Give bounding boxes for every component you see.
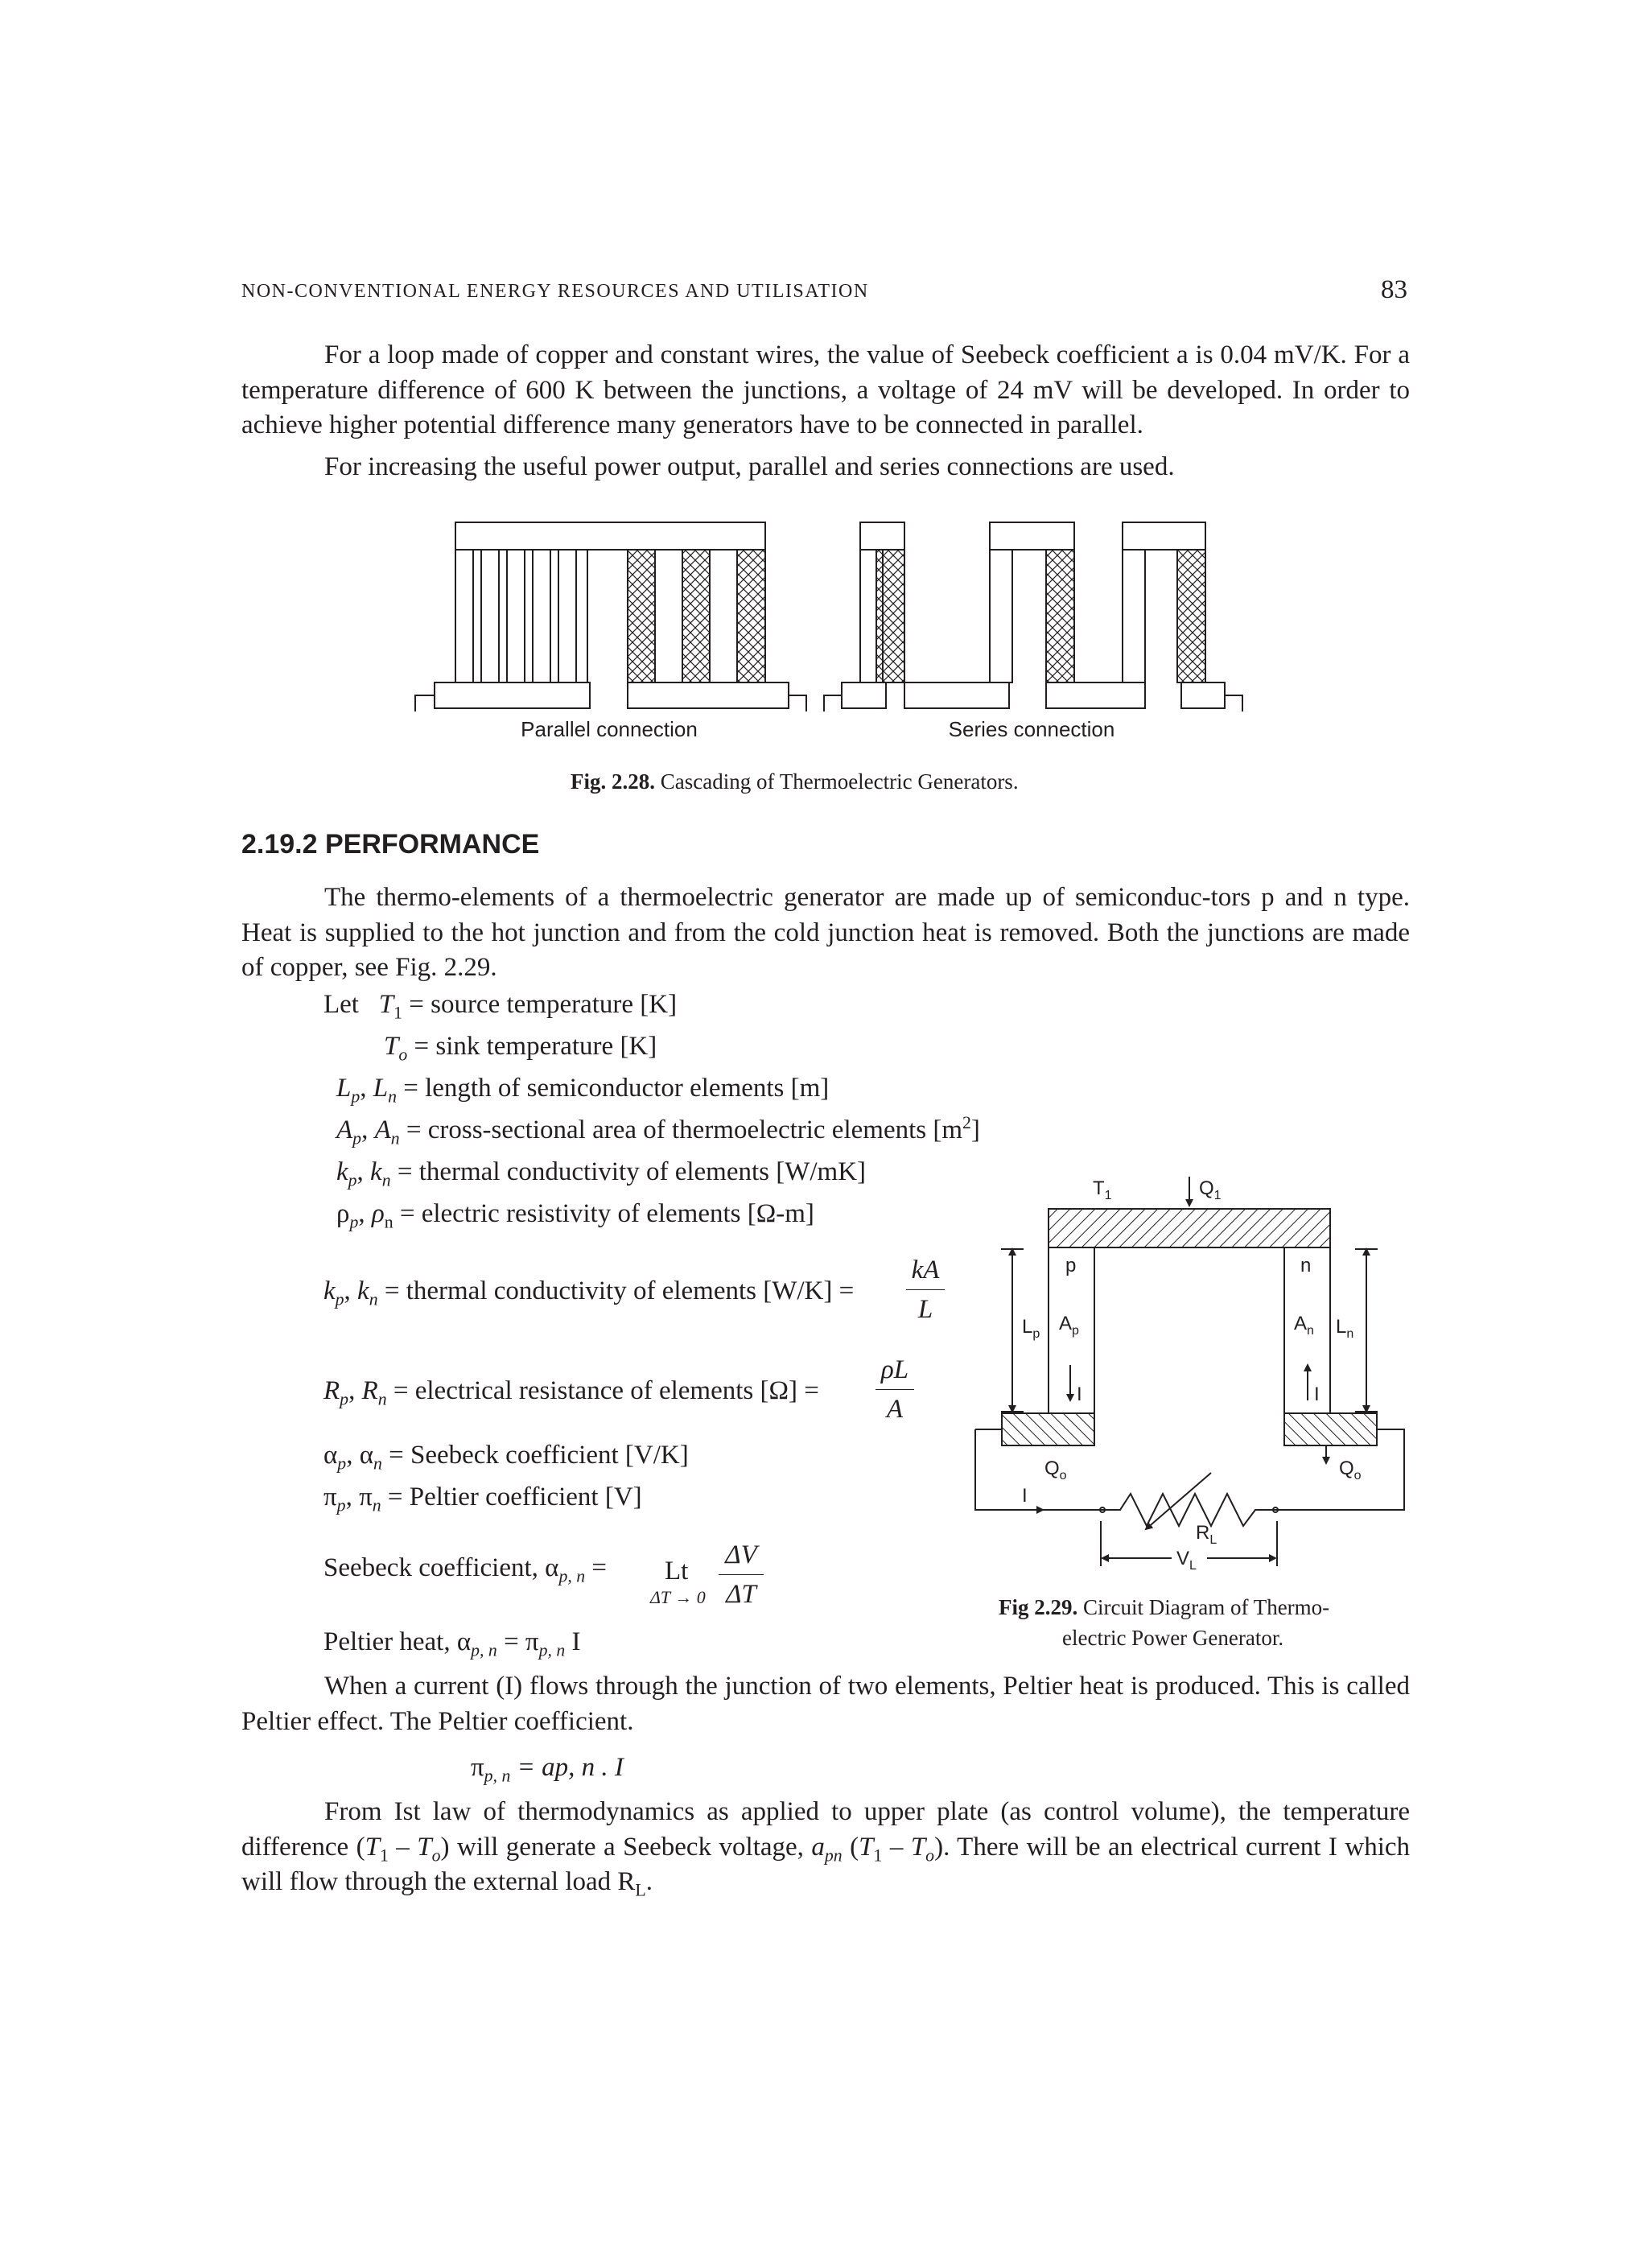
label-i-n: I: [1314, 1383, 1320, 1405]
def-thermal-k: $k_p$, $k_n$ = thermal conductivity of elements [W/mK]: [336, 1157, 867, 1190]
def-t1-text: = source temperature [K]: [409, 990, 678, 1019]
label-vl: $V_L$: [1176, 1548, 1197, 1573]
def-resistivity: $\rho_p$, $\rho_n$ = electric resistivity of elements [Ω-m]: [336, 1199, 814, 1232]
def-length: $L_p$, $L_n$ = length of semiconductor elements [m]: [336, 1074, 830, 1107]
label-i-circuit: I: [1022, 1485, 1028, 1507]
cold-junction-plate-left: [1002, 1413, 1094, 1445]
peltier-equation: $\pi_{p, n}$ = ap, n . I: [471, 1753, 624, 1786]
cold-junction-plate-right: [1284, 1413, 1377, 1445]
def-to: $T_o = \sin k$ temperature [K]: [384, 1032, 657, 1065]
limit-lt: Lt: [665, 1557, 689, 1586]
peltier-heat: Peltier heat, $\alpha_{p, n} = \pi_{p, n}$ I: [323, 1627, 581, 1660]
fraction-dv-over-dt: ΔV ΔT: [719, 1539, 764, 1610]
figure-2-28-caption-text: Cascading of Thermoelectric Generators.: [660, 769, 1019, 794]
def-seebeck-coefficient: $\alpha_p$, $\alpha_n$ = Seebeck coefficient [V/K]: [323, 1441, 689, 1474]
figure-2-28-number: Fig. 2.28.: [571, 769, 655, 794]
running-title: NON-CONVENTIONAL ENERGY RESOURCES AND UTILISATION: [241, 281, 869, 302]
label-qo-left: $Q_o$: [1044, 1458, 1067, 1482]
fraction-rhol-over-a: ρL A: [876, 1354, 914, 1425]
figure-2-29-caption-line-1: Fig 2.29. Circuit Diagram of Thermo-: [999, 1595, 1330, 1619]
def-resistance: $R_p$, $R_n$ = electrical resistance of elements [Ω] =: [323, 1376, 819, 1409]
closing-paragraph-1: When a current (I) flows through the junction of two elements, Peltier heat is produced. This is called Peltier effect. The Peltier coefficient.: [241, 1672, 1410, 1736]
page-number: 83: [1381, 275, 1407, 304]
intro-paragraph-1: For a loop made of copper and constant wires, the value of Seebeck coefficient a is 0.04 mV/K. For a temperature difference of 600 K between the junctions, a voltage of 24 mV will be developed. In order to achieve higher potential difference many generators have to be connected in parallel.: [241, 340, 1410, 440]
fraction-ka-over-l: kA L: [906, 1254, 945, 1326]
def-area: $A_p$, $A_n$ = cross-sectional area of thermoelectric elements $[m^2]$: [336, 1113, 980, 1148]
parallel-connection-label: Parallel connection: [521, 717, 698, 741]
label-ln: $L_n$: [1336, 1316, 1354, 1341]
closing-paragraph-2: From Ist law of thermodynamics as applied to upper plate (as control volume), the temperature difference $(T_1 - T_o)$ will generate a Seebeck voltage, $a_{pn}$ $(T_1 - T_o)$. There will be an electrical current I which will flow through the external load $R_L$.: [241, 1797, 1411, 1900]
figure-2-29-caption-line-2: electric Power Generator.: [1062, 1626, 1284, 1650]
seebeck-formula: Seebeck coefficient, $\alpha_{p, n}$ =: [323, 1553, 607, 1586]
def-peltier-coefficient: $\pi_p$, $\pi_n$ = Peltier coefficient [V]: [323, 1482, 642, 1515]
def-let: Let $T_1$ = source temperature [K]: [323, 990, 678, 1023]
label-qo-right: $Q_o$: [1339, 1458, 1362, 1482]
limit-condition: ΔT → 0: [650, 1587, 706, 1607]
label-an: $A_n$: [1294, 1313, 1314, 1338]
series-connection-label: Series connection: [948, 717, 1115, 741]
hot-junction-plate: [1049, 1209, 1330, 1247]
label-rl: $R_L$: [1196, 1522, 1217, 1547]
variable-resistor-arrow: [1146, 1473, 1211, 1529]
label-p: p: [1065, 1255, 1077, 1276]
label-n: n: [1300, 1255, 1312, 1276]
section-heading: 2.19.2 PERFORMANCE: [241, 829, 540, 860]
intro-paragraph-2: For increasing the useful power output, parallel and series connections are used.: [324, 452, 1175, 481]
section-paragraph-1: The thermo-elements of a thermoelectric generator are made up of semiconduc-tors p and n type. Heat is supplied to the hot junction and from the cold junction heat is removed. Both the junctions are made of copper, see Fig. 2.29.: [241, 883, 1410, 983]
label-q1: $Q_1$: [1199, 1177, 1222, 1202]
def-thermal-conductance: $k_p$, $k_n$ = thermal conductivity of elements [W/K] =: [323, 1276, 855, 1309]
label-lp: $L_p$: [1022, 1316, 1040, 1341]
label-i-p: I: [1077, 1383, 1082, 1405]
label-ap: $A_p$: [1059, 1313, 1079, 1338]
load-resistor: [1102, 1494, 1275, 1526]
label-t1: $T_1$: [1093, 1177, 1112, 1202]
